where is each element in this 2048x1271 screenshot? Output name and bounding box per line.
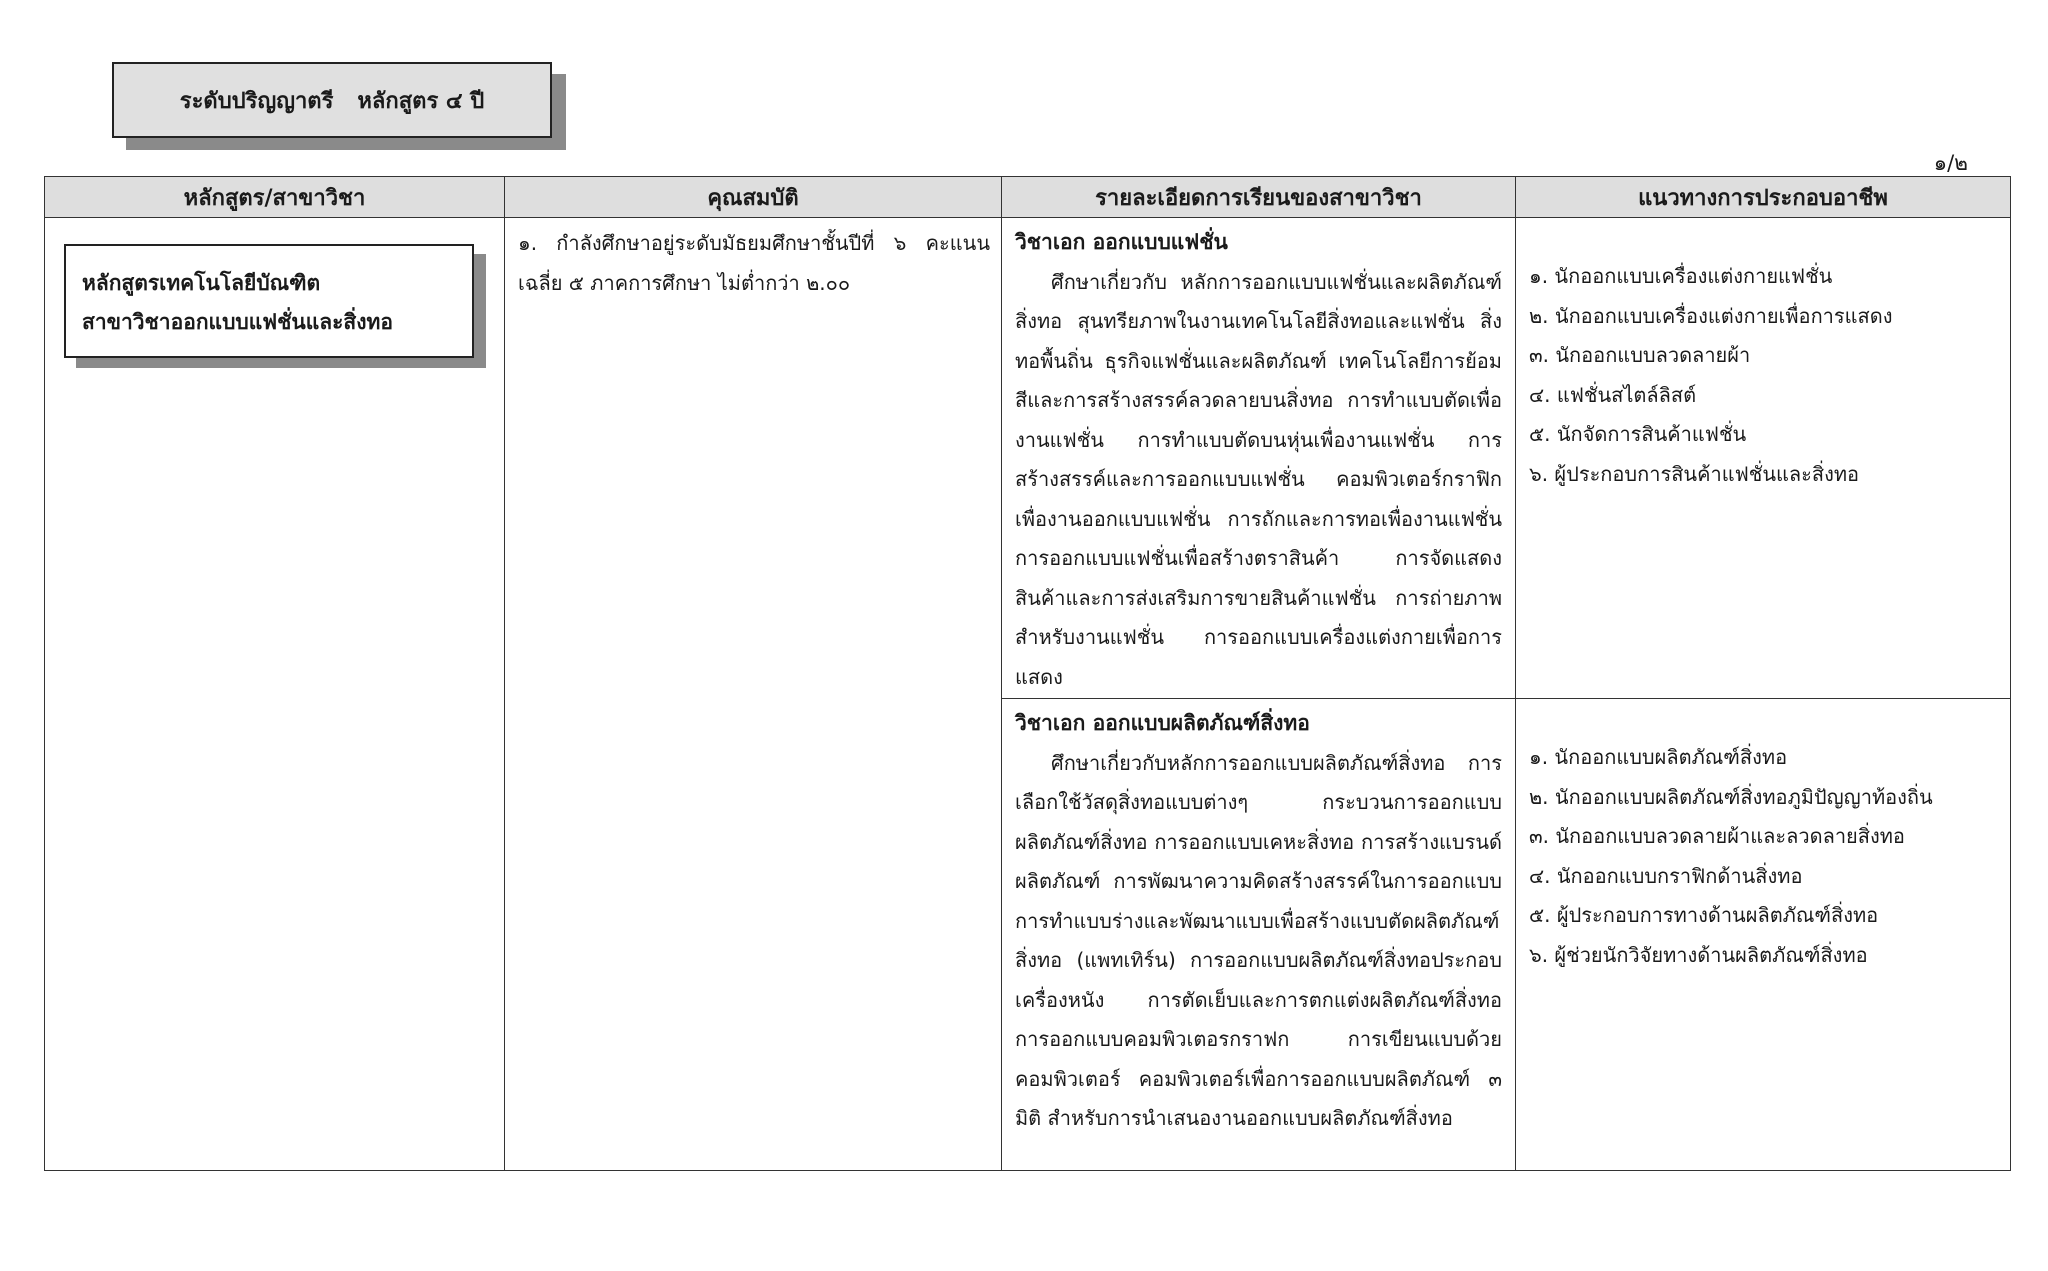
table-header-row [45, 177, 2011, 218]
page-number: ๑/๒ [1933, 151, 1968, 175]
major-description: ศึกษาเกี่ยวกับหลักการออกแบบผลิตภัณฑ์สิ่งทอ การเลือกใช้วัสดุสิ่งทอแบบต่างๆ กระบวนการออกแบบผลิตภัณฑ์สิ่งทอ การออกแบบเคหะสิ่งทอ การสร้างแบรนด์ผลิตภัณฑ์ การพัฒนาความคิดสร้างสรรค์ในการออกแบบ การทำแบบร่างและพัฒนาแบบเพื่อสร้างแบบตัดผลิตภัณฑ์สิ่งทอ (แพทเทิร์น) การออกแบบผลิตภัณฑ์สิ่งทอประกอบเครื่องหนัง การตัดเย็บและการตกแต่งผลิตภัณฑ์สิ่งทอ การออกแบบคอมพิวเตอรกราฟก การเขียนแบบด้วยคอมพิวเตอร์ คอมพิวเตอร์เพื่อการออกแบบผลิตภัณฑ์ ๓ มิติ สำหรับการนำเสนองานออกแบบผลิตภัณฑ์สิ่งทอ [1015, 750, 1502, 1130]
column-header-qualification: คุณสมบัติ [505, 177, 1002, 218]
program-name-box [64, 244, 474, 358]
list-item: ๖. ผู้ช่วยนักวิจัยทางด้านผลิตภัณฑ์สิ่งทอ [1529, 942, 1868, 967]
major-title: วิชาเอก ออกแบบแฟชั่น [1015, 230, 1228, 254]
column-header-details: รายละเอียดการเรียนของสาขาวิชา [1002, 177, 1516, 218]
career-cell [1516, 699, 2011, 1171]
major-detail-cell [1002, 699, 1516, 1171]
career-cell [1516, 218, 2011, 699]
major-detail-cell [1002, 218, 1516, 699]
career-list [1517, 700, 2009, 975]
list-item: ๔. แฟชั่นสไตล์ลิสต์ [1529, 382, 1697, 407]
list-item: ๓. นักออกแบบลวดลายผ้าและลวดลายสิ่งทอ [1529, 824, 1905, 848]
degree-level: ระดับปริญญาตรี [179, 88, 334, 114]
curriculum-table [44, 176, 2011, 1171]
career-list [1517, 219, 2009, 494]
program-degree: หลักสูตรเทคโนโลยีบัณฑิต [82, 271, 321, 295]
major-title: วิชาเอก ออกแบบผลิตภัณฑ์สิ่งทอ [1015, 711, 1310, 735]
list-item: ๒. นักออกแบบผลิตภัณฑ์สิ่งทอภูมิปัญญาท้องถิ่น [1529, 784, 1933, 809]
list-item: ๕. ผู้ประกอบการทางด้านผลิตภัณฑ์สิ่งทอ [1529, 903, 1879, 927]
program-cell [45, 218, 505, 1171]
column-header-program: หลักสูตร/สาขาวิชา [45, 177, 505, 218]
list-item: ๑. นักออกแบบผลิตภัณฑ์สิ่งทอ [1529, 745, 1788, 769]
program-major: สาขาวิชาออกแบบแฟชั่นและสิ่งทอ [82, 310, 393, 334]
program-duration: หลักสูตร ๔ ปี [357, 88, 485, 114]
list-item: ๕. นักจัดการสินค้าแฟชั่น [1529, 422, 1747, 446]
list-item: ๑. นักออกแบบเครื่องแต่งกายแฟชั่น [1529, 264, 1833, 288]
major-description: ศึกษาเกี่ยวกับ หลักการออกแบบแฟชั่นและผลิตภัณฑ์สิ่งทอ สุนทรียภาพในงานเทคโนโลยีสิ่งทอและแฟชั่น สิ่งทอพื้นถิ่น ธุรกิจแฟชั่นและผลิตภัณฑ์ เทคโนโลยีการย้อมสีและการสร้างสรรค์ลวดลายบนสิ่งทอ การทำแบบตัดเพื่องานแฟชั่น การทำแบบตัดบนหุ่นเพื่องานแฟชั่น การสร้างสรรค์และการออกแบบแฟชั่น คอมพิวเตอร์กราฟิกเพื่องานออกแบบแฟชั่น การถักและการทอเพื่องานแฟชั่น การออกแบบแฟชั่นเพื่อสร้างตราสินค้า การจัดแสดงสินค้าและการส่งเสริมการขายสินค้าแฟชั่น การถ่ายภาพสำหรับงานแฟชั่น การออกแบบเครื่องแต่งกายเพื่อการแสดง [1015, 269, 1502, 689]
qualification-cell [505, 218, 1002, 1171]
list-item: ๒. นักออกแบบเครื่องแต่งกายเพื่อการแสดง [1529, 303, 1893, 328]
list-item: ๓. นักออกแบบลวดลายผ้า [1529, 343, 1751, 367]
table-row [45, 218, 2011, 699]
list-item: ๔. นักออกแบบกราฟิกด้านสิ่งทอ [1529, 863, 1803, 888]
qualification-text: ๑. กำลังศึกษาอยู่ระดับมัธยมศึกษาชั้นปีที่ ๖ คะแนนเฉลี่ย ๕ ภาคการศึกษา ไม่ต่ำกว่า ๒.๐๐ [518, 231, 990, 295]
level-header-box [112, 62, 552, 138]
list-item: ๖. ผู้ประกอบการสินค้าแฟชั่นและสิ่งทอ [1529, 461, 1860, 486]
column-header-careers: แนวทางการประกอบอาชีพ [1516, 177, 2011, 218]
